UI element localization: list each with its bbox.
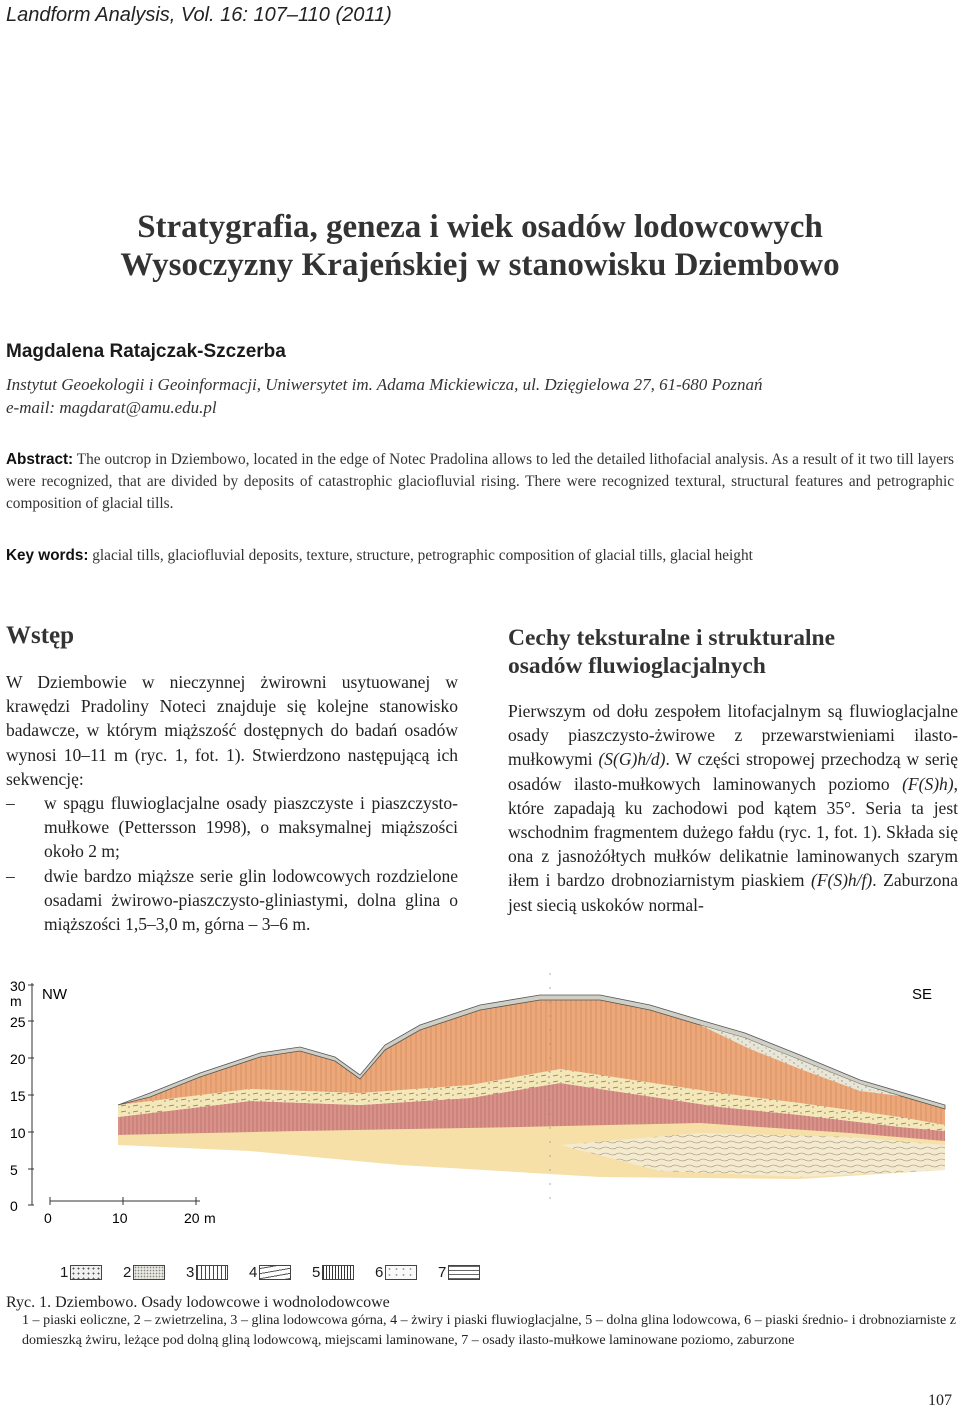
x-axis: [44, 1197, 216, 1226]
title-line-1: Stratygrafia, geneza i wiek osadów lodowcowych: [137, 209, 823, 245]
title-line-2: Wysoczyzny Krajeńskiej w stanowisku Dziembowo: [120, 247, 840, 283]
legend-number: 4: [249, 1264, 258, 1281]
y-axis: [10, 978, 34, 1214]
legend-number: 7: [438, 1264, 447, 1281]
keywords-text: glacial tills, glaciofluvial deposits, texture, structure, petrographic composition of glacial tills, glacial height: [88, 547, 753, 564]
article-title: [0, 208, 960, 284]
y-tick-label: 25: [10, 1014, 26, 1030]
abstract: [6, 449, 954, 515]
legend-swatch: [133, 1265, 165, 1280]
facies-code: (S(G)h/d): [598, 749, 666, 770]
legend-swatch: [385, 1265, 417, 1280]
y-tick-label: 20: [10, 1051, 26, 1067]
y-tick-label: 5: [10, 1162, 18, 1178]
keywords: [6, 545, 954, 567]
figure-legend: [60, 1262, 480, 1284]
list-item-text: w spągu fluwioglacjalne osady piaszczyste i piaszczysto-mułkowe (Pettersson 1998), o maksymalnej miąższości około 2 m;: [44, 793, 458, 862]
affiliation: [6, 373, 956, 419]
list-item: [6, 791, 458, 864]
legend-number: 6: [375, 1264, 384, 1281]
text-run: Pierwszym od dołu zespołem litofacjalnym są fluwioglacjalne osady piaszczysto-żwirowe z przewarstwieniami ilasto-mułkowymi: [508, 701, 958, 770]
y-unit-label: m: [10, 993, 22, 1009]
author-name: Magdalena Ratajczak-Szczerba: [6, 341, 286, 362]
facies-code: (F(S)h): [902, 773, 954, 794]
legend-swatch: [259, 1265, 291, 1280]
cross-section-figure: [0, 965, 960, 1255]
legend-number: 1: [60, 1264, 69, 1281]
figure-caption-title: Ryc. 1. Dziembowo. Osady lodowcowe i wodnolodowcowe: [6, 1294, 390, 1311]
legend-swatch: [70, 1265, 102, 1280]
abstract-text: The outcrop in Dziembowo, located in the edge of Notec Pradolina allows to led the detailed lithofacial analysis. As a result of it two till layers were recognized, that are divided by deposits of catastrophic glaciofluvial rising. There were recognized textural, structural features and petrographic composition of glacial tills.: [6, 451, 954, 512]
features-paragraph: [508, 699, 958, 917]
figure-caption-body: 1 – piaski eoliczne, 2 – zwietrzelina, 3 – glina lodowcowa górna, 4 – żwiry i piaski fluwioglacjalne, 5 – dolna glina lodowcowa, 6 – piaski średnio- i drobnoziarniste z domieszką żwiru, leżące pod dolną gliną lodowcową, miejscami laminowane, 7 – osady ilasto-mułkowe laminowane poziomo, zaburzone: [22, 1313, 956, 1348]
affiliation-address: Instytut Geoekologii i Geoinformacji, Uniwersytet im. Adama Mickiewicza, ul. Dzięgielowa 27, 61-680 Poznań: [6, 375, 763, 394]
affiliation-email: e-mail: magdarat@amu.edu.pl: [6, 398, 217, 417]
x-tick-label: 0: [44, 1210, 52, 1226]
legend-number: 5: [312, 1264, 321, 1281]
y-tick-label: 0: [10, 1198, 18, 1214]
keywords-label: Key words:: [6, 547, 89, 564]
legend-swatch: [448, 1265, 480, 1280]
intro-body: [6, 670, 458, 936]
legend-number: 3: [186, 1264, 195, 1281]
list-dash: –: [6, 793, 15, 814]
x-tick-label: 10: [112, 1210, 128, 1226]
legend-number: 2: [123, 1264, 132, 1281]
legend-swatch: [322, 1265, 354, 1280]
direction-nw: NW: [42, 986, 67, 1003]
text-run: , które zapadają ku zachodowi pod kątem 35°. Seria ta jest wschodnim fragmentem dużego fałdu (ryc. 1, fot. 1). Składa się ona z jasnożółtych mułków delikatnie laminowanych szarym iłem i bardzo drobnoziarnistym piaskiem: [508, 773, 958, 891]
x-unit-label: m: [204, 1210, 216, 1226]
y-tick-label: 10: [10, 1125, 26, 1141]
intro-paragraph: W Dziembowie w nieczynnej żwirowni usytuowanej w krawędzi Pradoliny Noteci znajduje się kolejne stanowisko badawcze, w którym miąższość dostępnych do badań osadów wynosi 10–11 m (ryc. 1, fot. 1). Stwierdzono następującą ich sekwencję:: [6, 672, 458, 789]
section-heading-features: [508, 624, 958, 680]
list-item: [6, 864, 458, 937]
y-tick-label: 15: [10, 1088, 26, 1104]
list-dash: –: [6, 865, 15, 886]
section-heading-intro: Wstęp: [6, 622, 75, 649]
x-tick-label: 20: [184, 1210, 200, 1226]
page-number: 107: [928, 1392, 952, 1409]
y-tick-label: 30: [10, 978, 26, 994]
journal-header: Landform Analysis, Vol. 16: 107–110 (2011): [6, 4, 392, 26]
list-item-text: dwie bardzo miąższe serie glin lodowcowych rozdzielone osadami żwirowo-piaszczysto-gliniastymi, dolna glina o miąższości 1,5–3,0 m, górna – 3–6 m.: [44, 865, 458, 935]
abstract-label: Abstract:: [6, 451, 74, 468]
legend-swatch: [196, 1265, 228, 1280]
text-run: . Zaburzona jest siecią uskoków normal-: [508, 870, 958, 915]
text-run: . W części stropowej przechodzą w serię osadów ilasto-mułkowych laminowanych poziomo: [508, 749, 959, 794]
heading-line-2: osadów fluwioglacjalnych: [508, 653, 766, 679]
facies-code: (F(S)h/f): [811, 870, 873, 891]
direction-se: SE: [912, 986, 933, 1003]
heading-line-1: Cechy teksturalne i strukturalne: [508, 625, 836, 651]
